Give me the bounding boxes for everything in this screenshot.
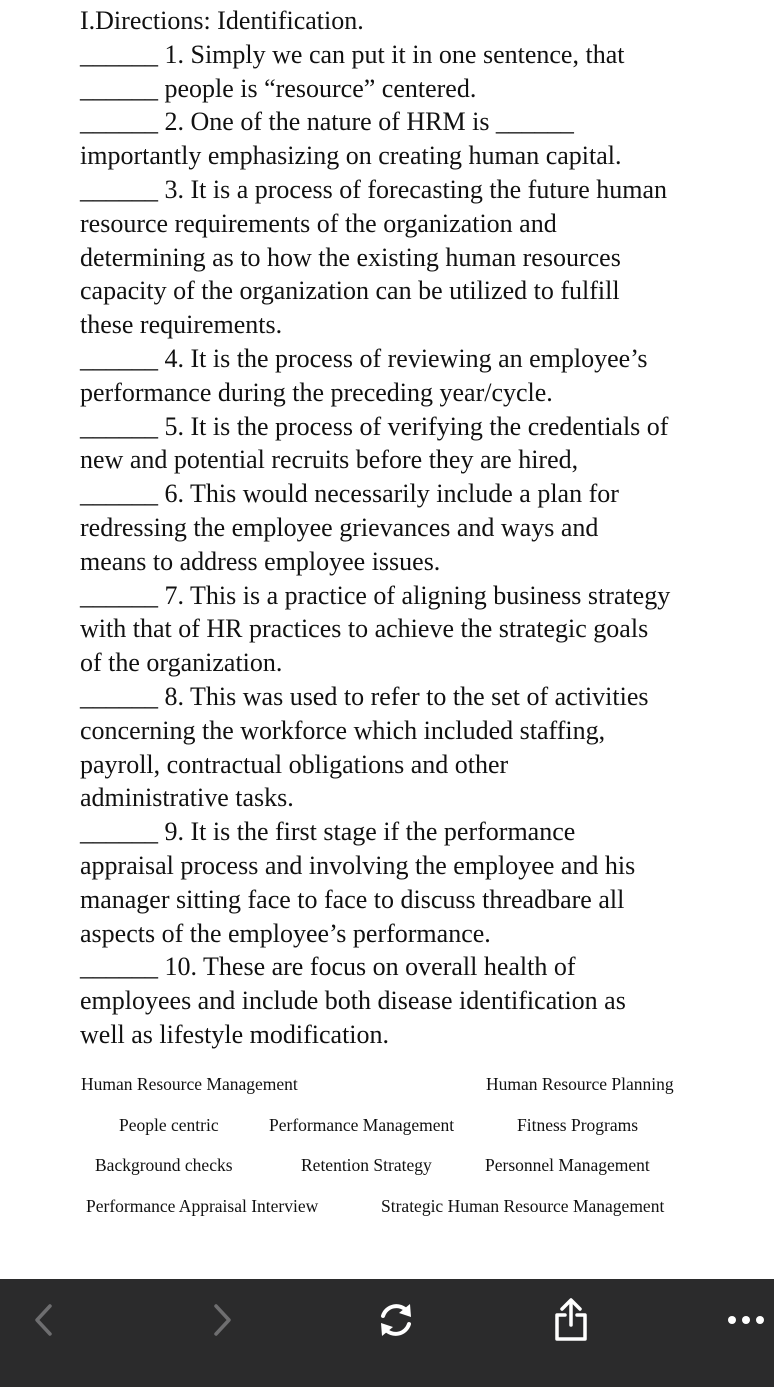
doc-line: ______ 5. It is the process of verifying the credentials of <box>80 411 669 441</box>
doc-line: ______ 7. This is a practice of aligning business strategy <box>80 580 671 610</box>
doc-line: new and potential recruits before they are hired, <box>80 445 579 475</box>
doc-line: performance during the preceding year/cycle. <box>80 377 553 407</box>
doc-line: payroll, contractual obligations and other <box>80 749 509 779</box>
doc-line: concerning the workforce which included staffing, <box>80 715 606 745</box>
doc-line: ______ 6. This would necessarily include a plan for <box>80 479 619 509</box>
choice-strategic-hrm: Strategic Human Resource Management <box>381 1196 665 1216</box>
doc-line: ______ 2. One of the nature of HRM is ______ <box>80 107 574 137</box>
reload-button[interactable] <box>361 1279 431 1361</box>
choice-fitness-programs: Fitness Programs <box>517 1115 639 1135</box>
share-icon <box>551 1297 591 1343</box>
doc-line: these requirements. <box>80 310 283 340</box>
doc-line: well as lifestyle modification. <box>80 1019 390 1049</box>
doc-line: means to address employee issues. <box>80 546 441 576</box>
chevron-left-icon <box>32 1302 56 1338</box>
choice-human-resource-management: Human Resource Management <box>81 1074 298 1094</box>
doc-line: importantly emphasizing on creating human capital. <box>80 141 622 171</box>
more-button[interactable] <box>711 1279 774 1361</box>
choice-human-resource-planning: Human Resource Planning <box>486 1074 674 1094</box>
more-icon <box>726 1314 766 1326</box>
choice-background-checks: Background checks <box>95 1155 233 1175</box>
doc-line: capacity of the organization can be utilized to fulfill <box>80 276 620 306</box>
doc-line: with that of HR practices to achieve the strategic goals <box>80 614 649 644</box>
doc-line: ______ 3. It is a process of forecasting the future human <box>80 174 668 204</box>
doc-line: employees and include both disease identification as <box>80 986 626 1016</box>
choice-performance-appraisal-interview: Performance Appraisal Interview <box>86 1196 319 1216</box>
doc-line: ______ 10. These are focus on overall health of <box>80 952 576 982</box>
refresh-icon <box>374 1298 418 1342</box>
doc-line: appraisal process and involving the employee and his <box>80 850 636 880</box>
directions-heading: I.Directions: Identification. <box>80 6 364 35</box>
doc-line: ______ 1. Simply we can put it in one sentence, that <box>80 39 625 69</box>
doc-line: manager sitting face to face to discuss threadbare all <box>80 884 625 914</box>
doc-line: of the organization. <box>80 648 283 678</box>
doc-line: ______ 9. It is the first stage if the performance <box>80 817 576 847</box>
forward-button[interactable] <box>187 1279 257 1361</box>
share-button[interactable] <box>536 1279 606 1361</box>
doc-line: redressing the employee grievances and ways and <box>80 512 599 542</box>
choice-people-centric: People centric <box>119 1115 219 1135</box>
choice-retention-strategy: Retention Strategy <box>301 1155 432 1175</box>
doc-line: aspects of the employee’s performance. <box>80 918 491 948</box>
doc-line: ______ people is “resource” centered. <box>80 73 477 103</box>
browser-toolbar <box>0 1279 774 1387</box>
doc-line: determining as to how the existing human resources <box>80 242 621 272</box>
doc-line: ______ 8. This was used to refer to the set of activities <box>80 681 649 711</box>
chevron-right-icon <box>210 1302 234 1338</box>
choice-performance-management: Performance Management <box>269 1115 455 1135</box>
doc-line: administrative tasks. <box>80 783 294 813</box>
back-button[interactable] <box>9 1279 79 1361</box>
choice-personnel-management: Personnel Management <box>485 1155 650 1175</box>
doc-line: ______ 4. It is the process of reviewing an employee’s <box>80 343 648 373</box>
doc-line: resource requirements of the organization and <box>80 208 557 238</box>
